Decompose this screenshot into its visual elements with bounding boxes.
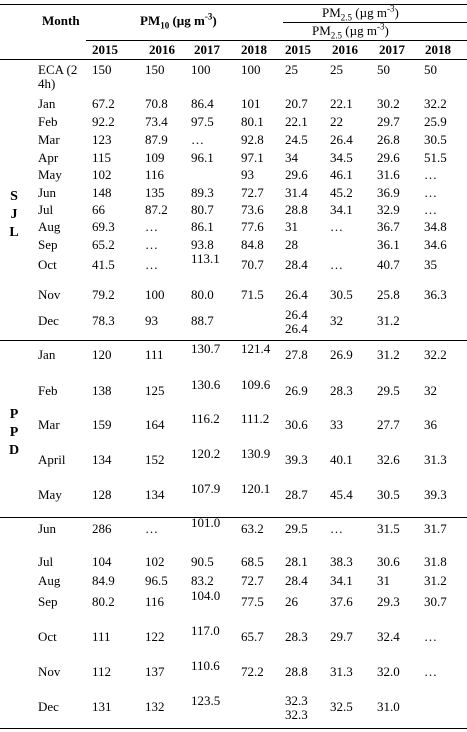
value-cell: 31.3 [330,664,353,679]
value-cell: 100 [145,287,165,302]
value-cell: 28.3 [330,383,353,398]
value-cell: 32.4 [377,629,400,644]
value-cell: … [145,219,158,234]
value-cell: 125 [145,383,165,398]
value-cell: 30.6 [285,417,308,432]
value-cell: 34 [285,150,298,165]
value-cell: 22.1 [285,114,308,129]
value-cell: 100 [191,62,211,77]
month-cell: Jan [38,96,56,111]
year-2017-pm25: 2017 [379,42,405,57]
value-cell: 31.3 [424,452,447,467]
value-cell: 113.1 [191,251,220,266]
group-rule-2 [0,517,467,518]
value-cell: … [424,185,437,200]
month-cell: Jun [38,185,57,200]
month-cell: Oct [38,629,57,644]
value-cell: 70.7 [241,257,264,272]
value-cell: 101 [241,96,261,111]
month-cell: Sep [38,594,58,609]
value-cell: 111.2 [241,411,270,426]
value-cell: 80.1 [241,114,264,129]
value-cell: 73.4 [145,114,168,129]
value-cell: 96.5 [145,573,168,588]
month-cell: Aug [38,219,61,234]
value-cell: 31.2 [377,347,400,362]
value-cell: 31.8 [424,554,447,569]
value-cell: 92.2 [92,114,115,129]
month-cell: Aug [38,573,61,588]
value-cell: … [191,132,204,147]
year-2015-pm10: 2015 [92,42,118,57]
value-cell: 40.7 [377,257,400,272]
value-cell: 92.8 [241,132,264,147]
value-cell: 115 [92,150,112,165]
value-cell: … [330,219,343,234]
value-cell: 31 [285,219,298,234]
value-cell: 31.0 [377,699,400,714]
month-cell: ECA (24h) [38,62,78,91]
value-cell: 68.5 [241,554,264,569]
value-cell: 109 [145,150,165,165]
value-cell: 31.6 [377,167,400,182]
value-cell: 32.6 [377,452,400,467]
month-cell: May [38,487,62,502]
value-cell: 25 [285,62,298,77]
pm25-subheader: $PM_{2.5}$ (µg $m^{-3}$) [312,21,389,41]
value-cell: 29.3 [377,594,400,609]
group-rule-1 [0,340,467,341]
value-cell: 138 [92,383,112,398]
value-cell: 39.3 [424,487,447,502]
value-cell: 28 [285,237,298,252]
month-cell: Feb [38,383,58,398]
month-cell: Nov [38,664,61,679]
value-cell: 34.1 [330,573,353,588]
value-cell: 77.5 [241,594,264,609]
value-cell: 77.6 [241,219,264,234]
value-cell: 30.5 [330,287,353,302]
month-cell: Mar [38,132,60,147]
group-label-sjl: S J L [9,189,19,240]
value-cell: 46.1 [330,167,353,182]
month-cell: April [38,452,66,467]
value-cell: 25 [330,62,343,77]
value-cell: 32.0 [377,664,400,679]
value-cell: 109.6 [241,377,271,392]
value-cell: 30.7 [424,594,447,609]
value-cell: 102 [92,167,112,182]
value-cell: 26.4 26.4 [285,307,308,336]
value-cell: 102 [145,554,165,569]
value-cell: 39.3 [285,452,308,467]
month-cell: Mar [38,417,60,432]
month-cell: Sep [38,237,58,252]
year-2018-pm10: 2018 [241,42,267,57]
month-cell: Dec [38,313,59,328]
value-cell: 97.5 [191,114,214,129]
value-cell: 84.8 [241,237,264,252]
month-cell: Jun [38,521,57,536]
value-cell: 121.4 [241,341,271,356]
value-cell: 31.2 [377,313,400,328]
value-cell: 29.7 [377,114,400,129]
value-cell: 31.2 [424,573,447,588]
value-cell: 111 [92,629,111,644]
value-cell: 28.7 [285,487,308,502]
year-2017-pm10: 2017 [194,42,220,57]
value-cell: 116 [145,594,165,609]
value-cell: 104 [92,554,112,569]
value-cell: 26.8 [377,132,400,147]
value-cell: 25.8 [377,287,400,302]
value-cell: 84.9 [92,573,115,588]
value-cell: 31.5 [377,521,400,536]
value-cell: 116 [145,167,165,182]
value-cell: … [145,237,158,252]
value-cell: 36.1 [377,237,400,252]
value-cell: 31.7 [424,521,447,536]
value-cell: 28.8 [285,664,308,679]
value-cell: 130.7 [191,341,221,356]
month-cell: Apr [38,150,59,165]
value-cell: 32.5 [330,699,353,714]
value-cell: 159 [92,417,112,432]
value-cell: 80.2 [92,594,115,609]
value-cell: 120.2 [191,446,221,461]
value-cell: 36.3 [424,287,447,302]
value-cell: 132 [145,699,165,714]
month-cell: Feb [38,114,58,129]
value-cell: 89.3 [191,185,214,200]
value-cell: 130.9 [241,446,271,461]
pm10-header: $PM_{10}$ (µg $m^{-3}$) [140,11,217,31]
value-cell: 130.6 [191,377,221,392]
value-cell: 87.9 [145,132,168,147]
value-cell: 28.8 [285,202,308,217]
year-rule [86,40,467,41]
value-cell: … [424,664,437,679]
value-cell: 31 [377,573,390,588]
value-cell: 26.4 [285,287,308,302]
value-cell: 120.1 [241,481,271,496]
value-cell: 45.2 [330,185,353,200]
value-cell: 30.5 [424,132,447,147]
value-cell: 26.9 [285,383,308,398]
value-cell: 34.1 [330,202,353,217]
value-cell: 96.1 [191,150,214,165]
value-cell: 122 [145,629,165,644]
value-cell: 123.5 [191,693,221,708]
value-cell: 150 [145,62,165,77]
value-cell: 71.5 [241,287,264,302]
value-cell: 24.5 [285,132,308,147]
value-cell: 107.9 [191,481,221,496]
month-cell: Jul [38,202,54,217]
value-cell: 36.9 [377,185,400,200]
value-cell: 26.9 [330,347,353,362]
value-cell: 150 [92,62,112,77]
value-cell: 97.1 [241,150,264,165]
value-cell: 32.9 [377,202,400,217]
value-cell: 35 [424,257,437,272]
month-cell: Jul [38,554,54,569]
value-cell: 40.1 [330,452,353,467]
value-cell: 32.3 32.3 [285,693,308,722]
value-cell: 70.8 [145,96,168,111]
value-cell: 22.1 [330,96,353,111]
value-cell: 69.3 [92,219,115,234]
value-cell: 80.7 [191,202,214,217]
value-cell: … [145,257,158,272]
value-cell: 27.7 [377,417,400,432]
value-cell: 78.3 [92,313,115,328]
header-bottom-rule [0,59,467,60]
year-2016-pm25: 2016 [332,42,358,57]
value-cell: 86.4 [191,96,214,111]
value-cell: … [424,629,437,644]
value-cell: … [330,521,343,536]
month-cell: Nov [38,287,61,302]
value-cell: 32 [330,313,343,328]
value-cell: 28.4 [285,573,308,588]
value-cell: 22 [330,114,343,129]
value-cell: 29.6 [285,167,308,182]
value-cell: 117.0 [191,623,220,638]
value-cell: 50 [377,62,390,77]
value-cell: 104.0 [191,588,221,603]
value-cell: 112 [92,664,112,679]
value-cell: 27.8 [285,347,308,362]
value-cell: 28.1 [285,554,308,569]
value-cell: 29.5 [285,521,308,536]
year-2016-pm10: 2016 [149,42,175,57]
value-cell: 32.2 [424,347,447,362]
value-cell: … [330,257,343,272]
value-cell: 31.4 [285,185,308,200]
value-cell: 33 [330,417,343,432]
pm25-header: $PM_{2.5}$ (µg $m^{-3}$) [322,3,399,23]
value-cell: 25.9 [424,114,447,129]
value-cell: 110.6 [191,658,220,673]
value-cell: 36 [424,417,437,432]
value-cell: … [145,521,158,536]
value-cell: 135 [145,185,165,200]
year-2018-pm25: 2018 [425,42,451,57]
value-cell: 20.7 [285,96,308,111]
value-cell: 36.7 [377,219,400,234]
value-cell: 72.7 [241,185,264,200]
value-cell: 29.6 [377,150,400,165]
value-cell: 72.2 [241,664,264,679]
value-cell: 86.1 [191,219,214,234]
value-cell: 51.5 [424,150,447,165]
value-cell: 32 [424,383,437,398]
value-cell: 73.6 [241,202,264,217]
value-cell: 131 [92,699,112,714]
value-cell: 88.7 [191,313,214,328]
value-cell: 30.5 [377,487,400,502]
value-cell: 45.4 [330,487,353,502]
value-cell: 100 [241,62,261,77]
value-cell: 63.2 [241,521,264,536]
value-cell: 101.0 [191,515,221,530]
value-cell: 116.2 [191,411,220,426]
value-cell: 137 [145,664,165,679]
month-header: Month [42,13,80,28]
value-cell: 30.2 [377,96,400,111]
value-cell: 123 [92,132,112,147]
value-cell: 286 [92,521,112,536]
month-cell: Dec [38,699,59,714]
value-cell: 28.3 [285,629,308,644]
group-label-ppd: P P D [8,407,20,458]
value-cell: 26 [285,594,298,609]
value-cell: 50 [424,62,437,77]
value-cell: 34.8 [424,219,447,234]
value-cell: 111 [145,347,164,362]
value-cell: 87.2 [145,202,168,217]
month-cell: May [38,167,62,182]
value-cell: 41.5 [92,257,115,272]
bottom-rule [0,728,467,729]
value-cell: 128 [92,487,112,502]
value-cell: 32.2 [424,96,447,111]
value-cell: 120 [92,347,112,362]
value-cell: 148 [92,185,112,200]
value-cell: 93 [241,167,254,182]
value-cell: 80.0 [191,287,214,302]
value-cell: 65.7 [241,629,264,644]
value-cell: 164 [145,417,165,432]
value-cell: 34.5 [330,150,353,165]
value-cell: 83.2 [191,573,214,588]
value-cell: 28.4 [285,257,308,272]
value-cell: 26.4 [330,132,353,147]
value-cell: 65.2 [92,237,115,252]
value-cell: 66 [92,202,105,217]
value-cell: 93.8 [191,237,214,252]
value-cell: 37.6 [330,594,353,609]
value-cell: 72.7 [241,573,264,588]
value-cell: 90.5 [191,554,214,569]
value-cell: 79.2 [92,287,115,302]
value-cell: 29.7 [330,629,353,644]
month-cell: Jan [38,347,56,362]
value-cell: 38.3 [330,554,353,569]
month-cell: Oct [38,257,57,272]
value-cell: … [424,167,437,182]
value-cell: 30.6 [377,554,400,569]
value-cell: 93 [145,313,158,328]
value-cell: 134 [92,452,112,467]
value-cell: 152 [145,452,165,467]
value-cell: … [424,202,437,217]
value-cell: 67.2 [92,96,115,111]
value-cell: 134 [145,487,165,502]
value-cell: 29.5 [377,383,400,398]
year-2015-pm25: 2015 [285,42,311,57]
value-cell: 34.6 [424,237,447,252]
